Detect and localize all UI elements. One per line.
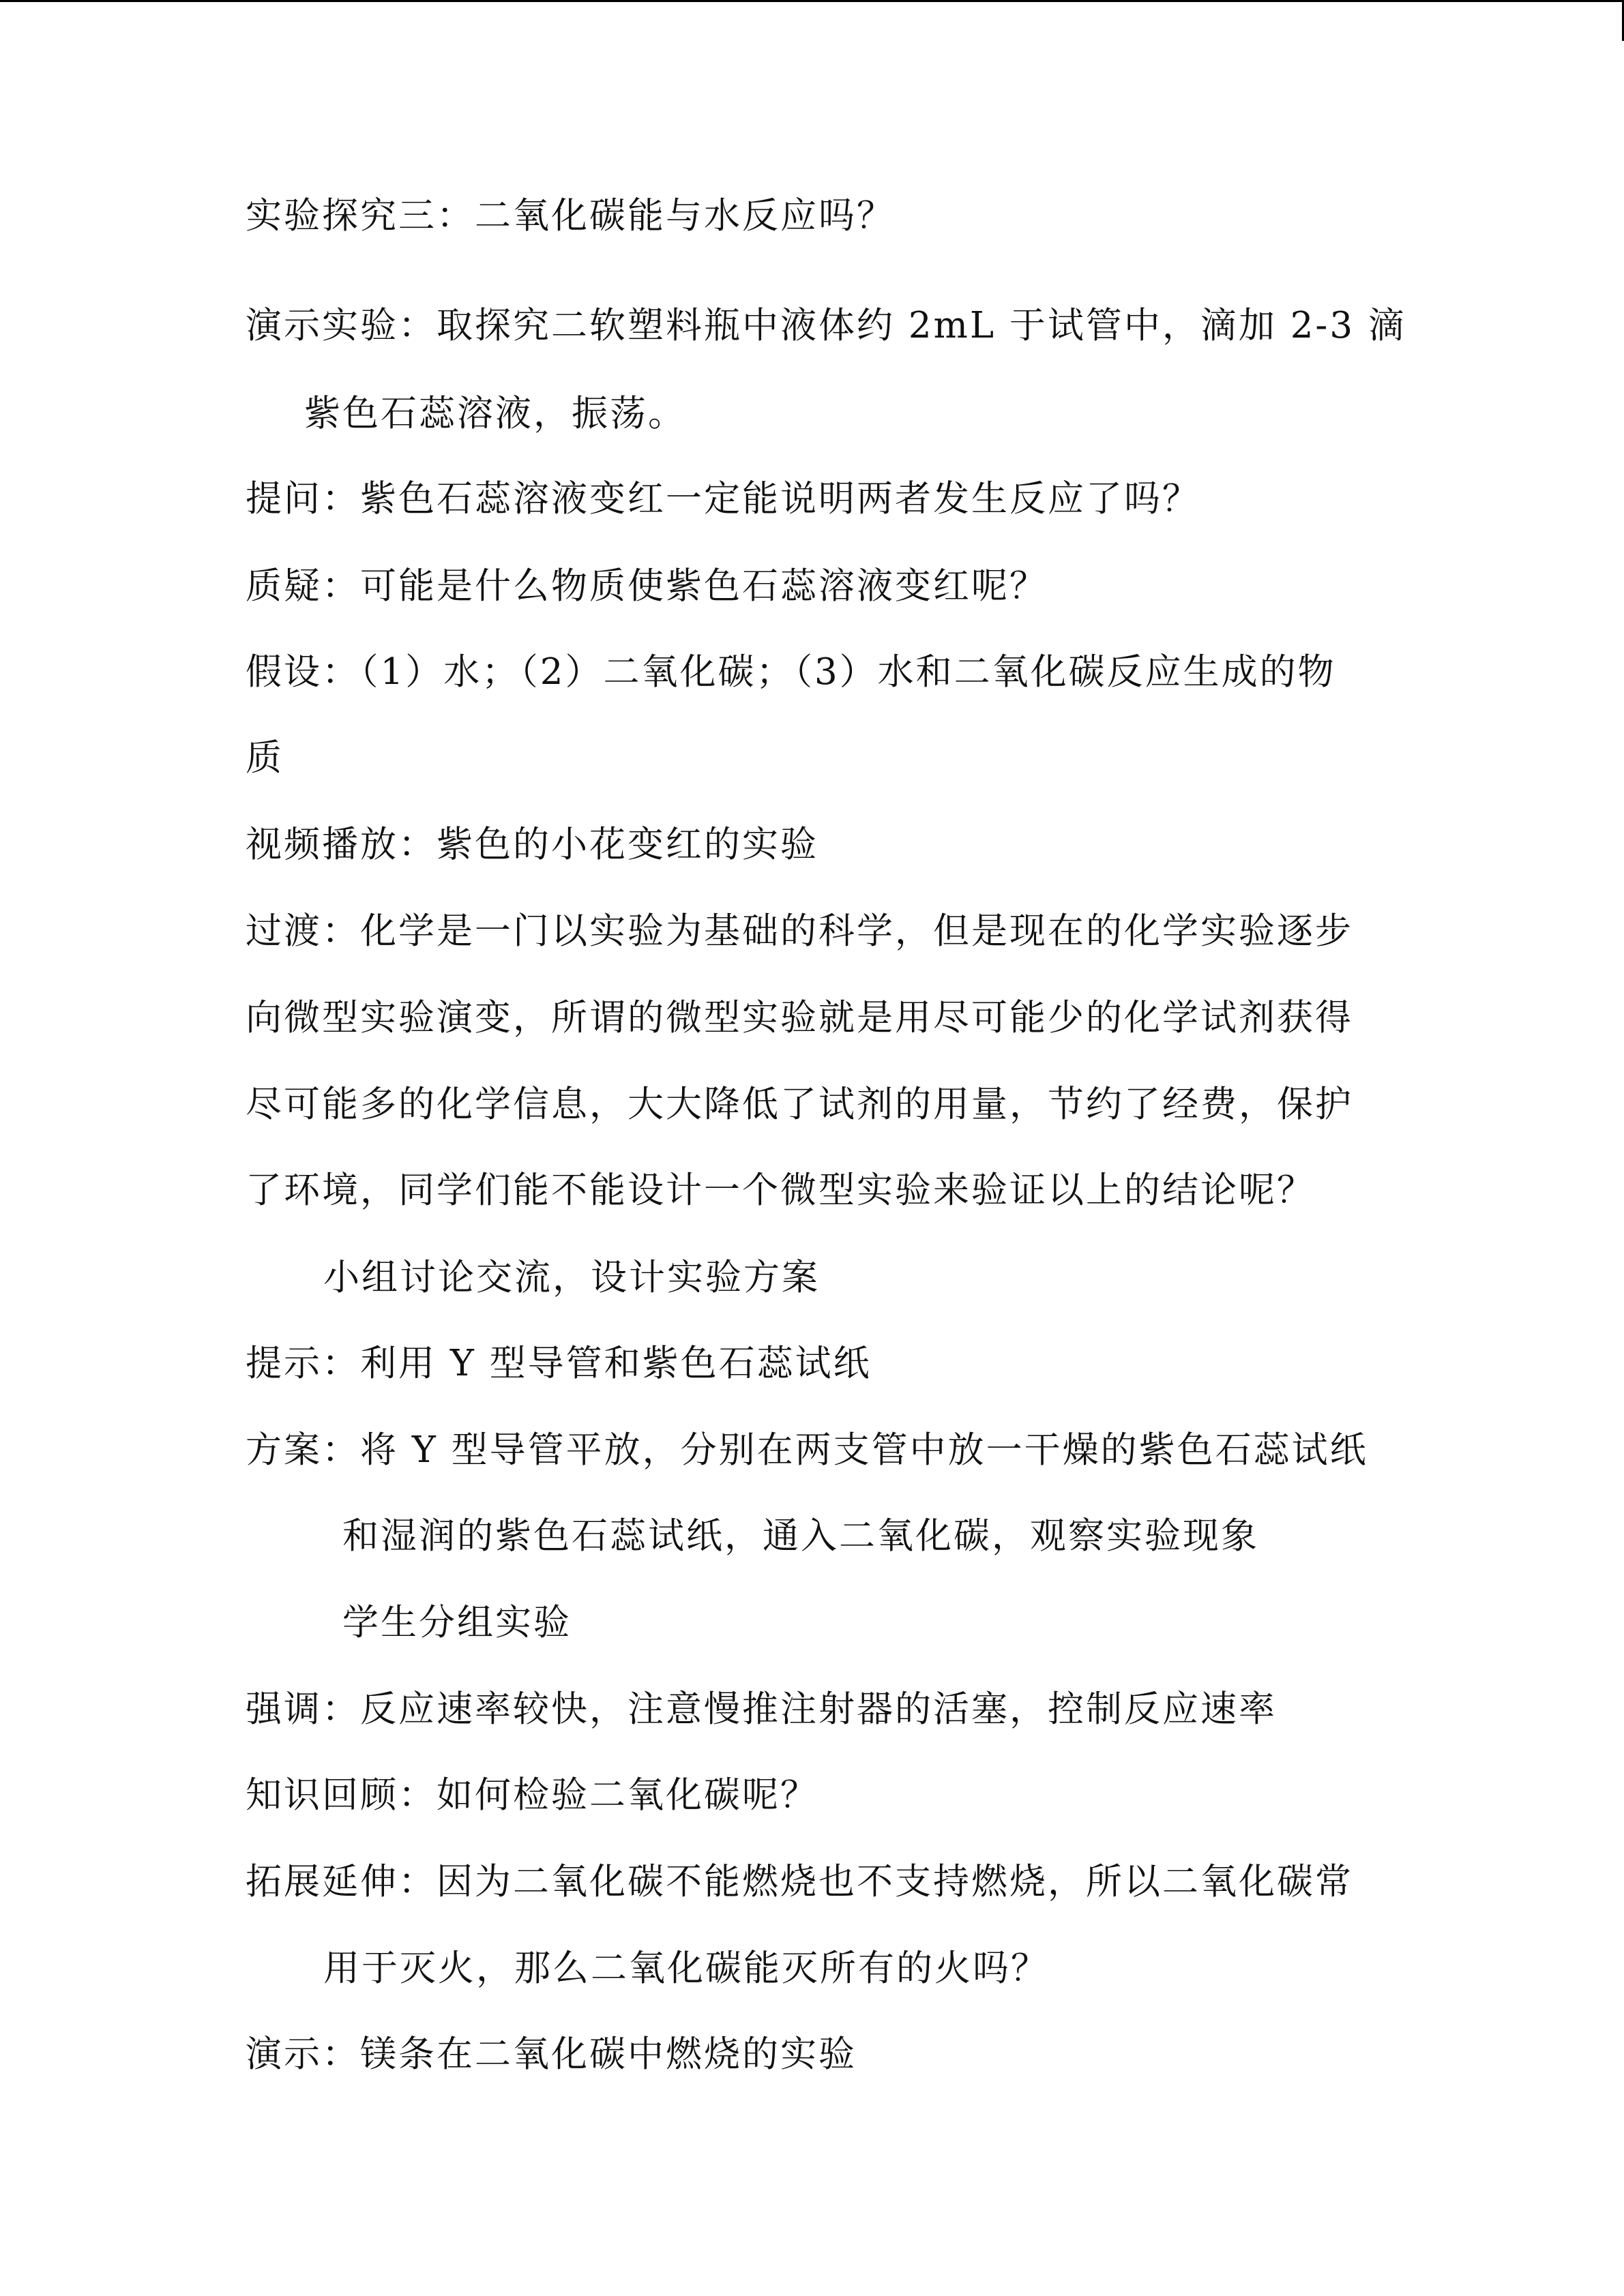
- text-line-group-discussion: 小组讨论交流，设计实验方案: [323, 1257, 820, 1298]
- text-line-question: 提问：紫色石蕊溶液变红一定能说明两者发生反应了吗？: [246, 478, 1200, 520]
- text-line-demo-cont: 紫色石蕊溶液，振荡。: [304, 393, 686, 434]
- text-line-hint: 提示：利用 Y 型导管和紫色石蕊试纸: [246, 1343, 872, 1384]
- text-line-hypothesis-cont: 质: [246, 737, 284, 779]
- text-line-review: 知识回顾：如何检验二氧化碳呢？: [246, 1774, 818, 1816]
- text-line-plan-cont: 和湿润的紫色石蕊试纸，通入二氧化碳，观察实验现象: [342, 1515, 1259, 1557]
- text-line-extension-cont: 用于灭火，那么二氧化碳能灭所有的火吗？: [323, 1948, 1049, 1989]
- text-line-demo-magnesium: 演示：镁条在二氧化碳中燃烧的实验: [246, 2033, 857, 2075]
- text-line-extension: 拓展延伸：因为二氧化碳不能燃烧也不支持燃烧，所以二氧化碳常: [246, 1861, 1353, 1903]
- text-line-video: 视频播放：紫色的小花变红的实验: [246, 824, 818, 865]
- text-line-emphasis: 强调：反应速率较快，注意慢推注射器的活塞，控制反应速率: [246, 1688, 1277, 1730]
- text-line-transition: 过渡：化学是一门以实验为基础的科学，但是现在的化学实验逐步: [246, 910, 1353, 952]
- text-line-hypothesis: 假设：（1）水；（2）二氧化碳；（3）水和二氧化碳反应生成的物: [246, 651, 1336, 693]
- text-line-transition-4: 了环境，同学们能不能设计一个微型实验来验证以上的结论呢？: [246, 1169, 1315, 1211]
- text-line-plan: 方案：将 Y 型导管平放，分别在两支管中放一干燥的紫色石蕊试纸: [246, 1429, 1368, 1471]
- text-line-transition-2: 向微型实验演变，所谓的微型实验就是用尽可能少的化学试剂获得: [246, 997, 1353, 1039]
- text-line-group-experiment: 学生分组实验: [342, 1602, 572, 1643]
- text-line-transition-3: 尽可能多的化学信息，大大降低了试剂的用量，节约了经费，保护: [246, 1084, 1353, 1125]
- page-top-border: [0, 0, 1624, 2]
- text-line-heading: 实验探究三：二氧化碳能与水反应吗？: [246, 195, 895, 237]
- text-line-demo: 演示实验：取探究二软塑料瓶中液体约 2mL 于试管中，滴加 2-3 滴: [246, 305, 1406, 346]
- text-line-doubt: 质疑：可能是什么物质使紫色石蕊溶液变红呢？: [246, 565, 1048, 607]
